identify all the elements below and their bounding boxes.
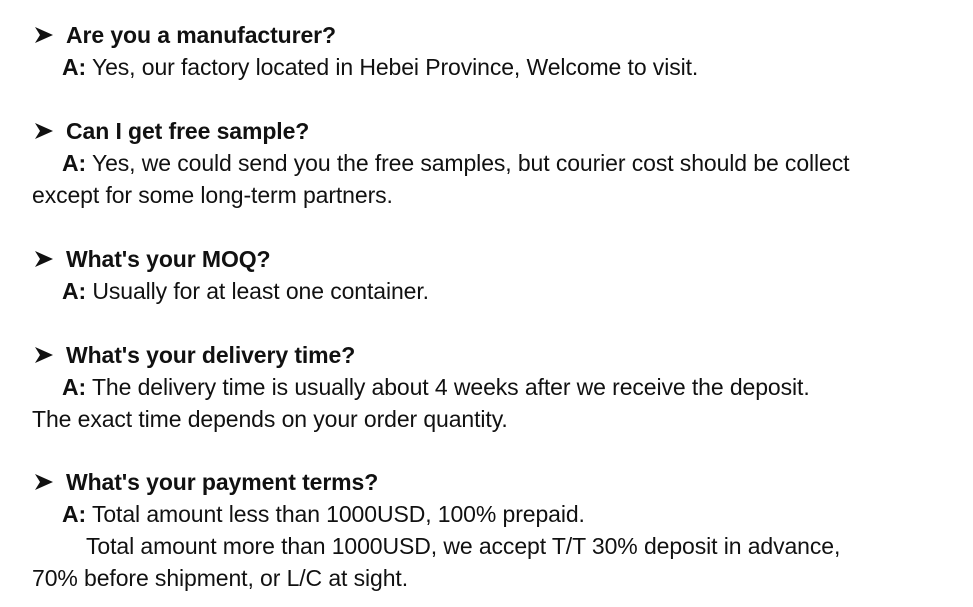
answer-text: Yes, we could send you the free samples, but courier cost should be collect [86, 150, 850, 176]
faq-answer-2-line-2: except for some long-term partners. [32, 182, 393, 208]
arrowhead-bullet-icon [32, 340, 56, 370]
faq-answer-4-line-2: The exact time depends on your order quantity. [32, 406, 508, 432]
arrowhead-bullet-icon [32, 244, 56, 274]
answer-text: Total amount less than 1000USD, 100% prepaid. [86, 501, 585, 527]
answer-label: A: [62, 374, 87, 400]
faq-answer-1-line-1 [62, 52, 698, 82]
answer-label: A: [62, 54, 87, 80]
faq-answer-4-line-1 [62, 372, 810, 402]
answer-label: A: [62, 278, 87, 304]
faq-question-2: Can I get free sample? [66, 118, 310, 144]
faq-answer-5-line-1 [62, 499, 585, 529]
answer-text: The delivery time is usually about 4 weeks after we receive the deposit. [86, 374, 810, 400]
answer-label: A: [62, 501, 87, 527]
faq-question-3: What's your MOQ? [66, 246, 271, 272]
arrowhead-bullet-icon [32, 467, 56, 497]
answer-text: Yes, our factory located in Hebei Province, Welcome to visit. [86, 54, 699, 80]
faq-question-5: What's your payment terms? [66, 469, 379, 495]
arrowhead-bullet-icon [32, 20, 56, 50]
faq-question-1: Are you a manufacturer? [66, 22, 336, 48]
faq-question-4: What's your delivery time? [66, 342, 356, 368]
faq-answer-5-line-3: 70% before shipment, or L/C at sight. [32, 565, 409, 591]
answer-label: A: [62, 150, 87, 176]
faq-answer-3-line-1 [62, 276, 429, 306]
answer-text: Usually for at least one container. [86, 278, 429, 304]
faq-answer-5-line-2: Total amount more than 1000USD, we accept T/T 30% deposit in advance, [86, 533, 841, 559]
arrowhead-bullet-icon [32, 116, 56, 146]
faq-answer-2-line-1 [62, 148, 849, 178]
